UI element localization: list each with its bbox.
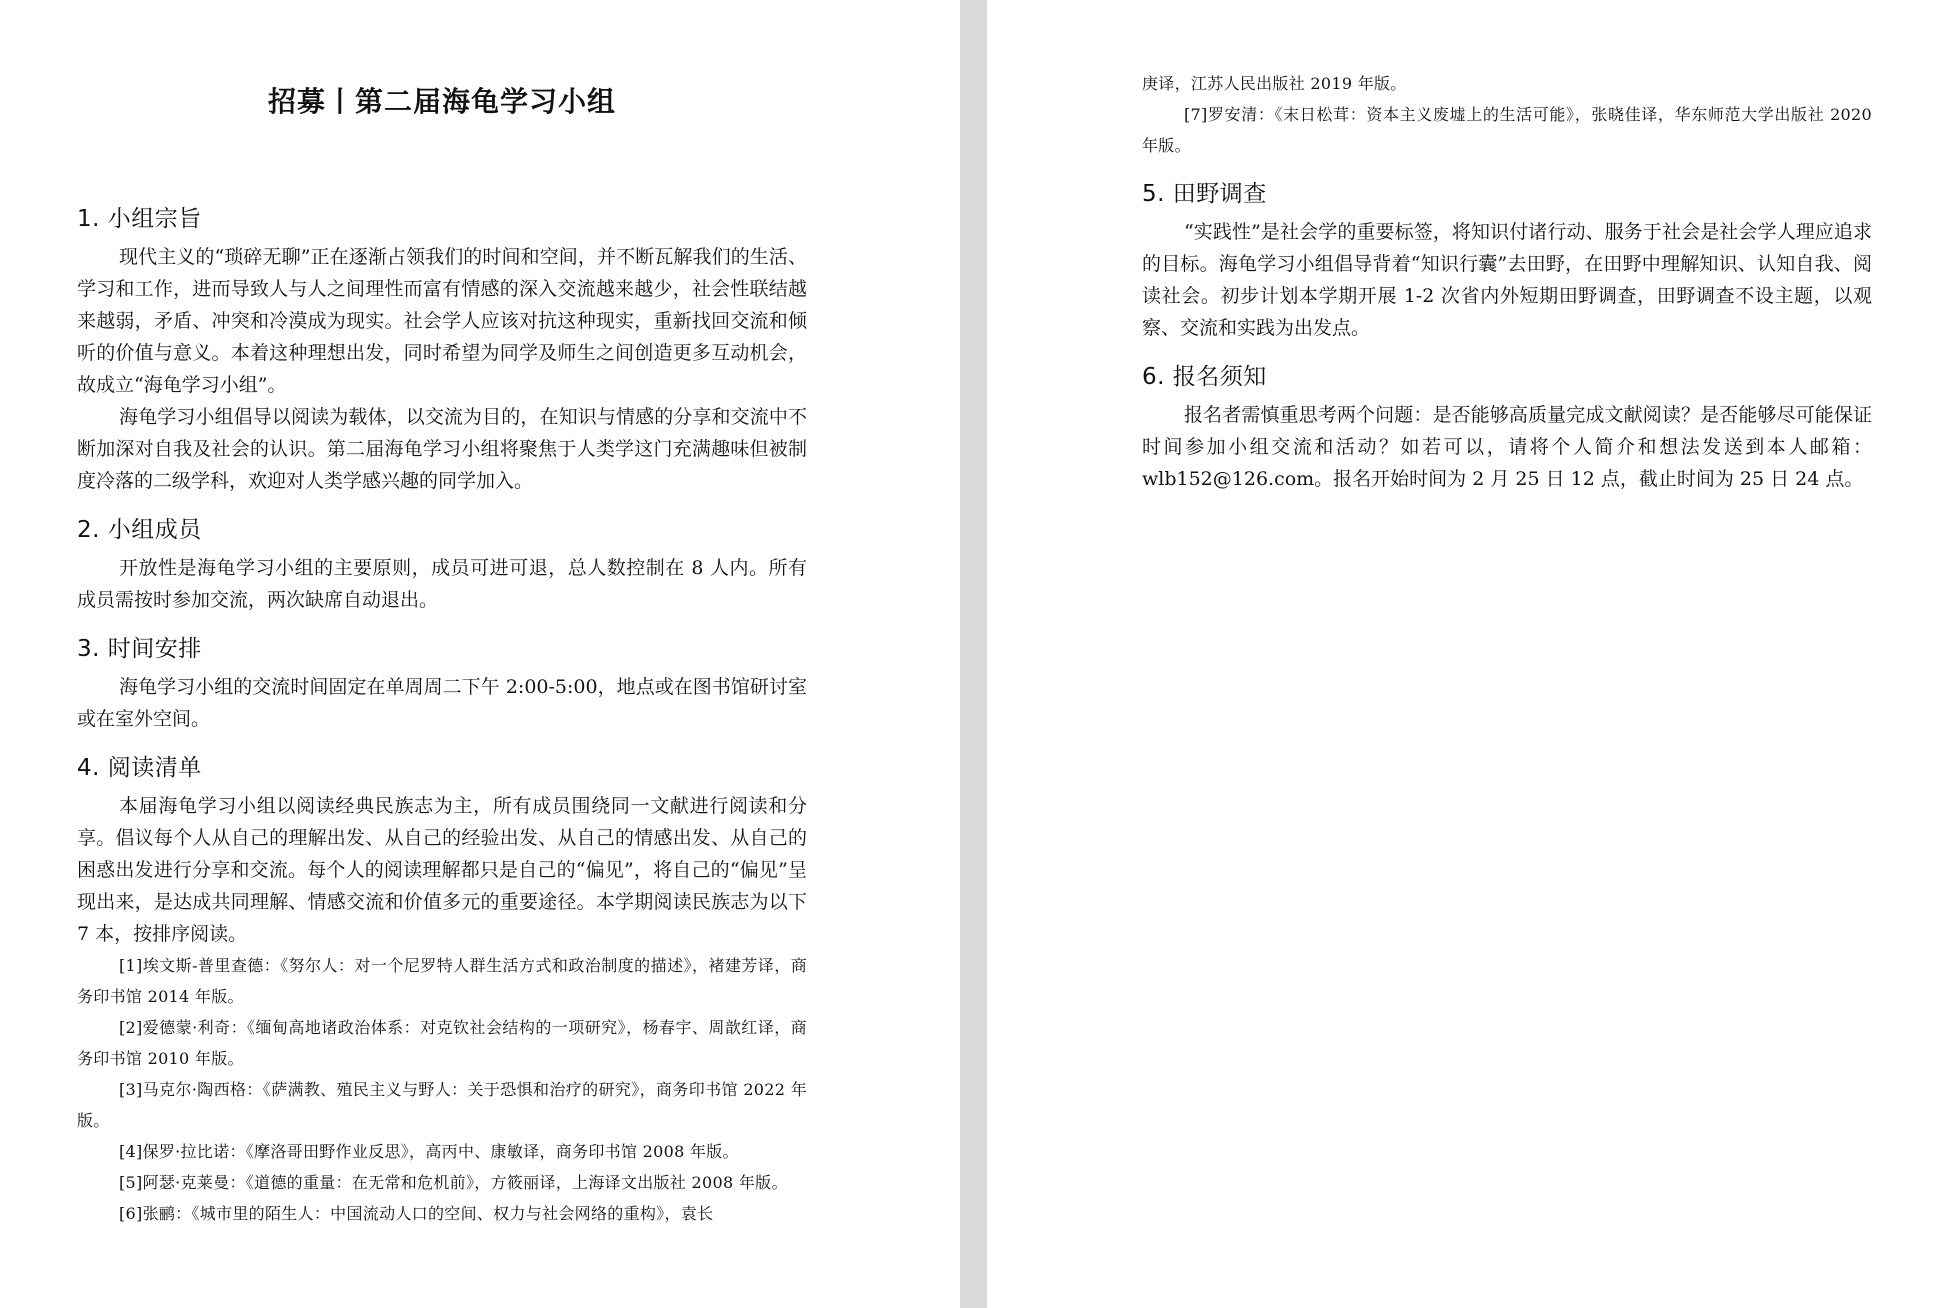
section-fieldwork [1142, 175, 1872, 344]
reference-item-continued: 庚译，江苏人民出版社 2019 年版。 [1142, 74, 1407, 93]
section-heading-fieldwork: 5. 田野调查 [1142, 181, 1267, 207]
paragraph: 现代主义的“琐碎无聊”正在逐渐占领我们的时间和空间，并不断瓦解我们的生活、学习和工作，进而导致人与人之间理性而富有情感的深入交流越来越少，社会性联结越来越弱，矛盾、冲突和冷漠成为现实。社会学人应该对抗这种现实，重新找回交流和倾听的价值与意义。本着这种理想出发，同时希望为同学及师生之间创造更多互动机会，故成立“海龟学习小组”。 [77, 246, 807, 396]
section-heading-members: 2. 小组成员 [77, 517, 202, 543]
section-heading-reading-list: 4. 阅读清单 [77, 755, 202, 781]
section-heading-schedule: 3. 时间安排 [77, 636, 202, 662]
document-page-1 [0, 0, 960, 1308]
reference-item: [3]马克尔·陶西格：《萨满教、殖民主义与野人：关于恐惧和治疗的研究》，商务印书馆 2022 年版。 [77, 1080, 807, 1130]
reading-list-continued [1142, 68, 1872, 161]
paragraph: 报名者需慎重思考两个问题：是否能够高质量完成文献阅读？是否能够尽可能保证时间参加小组交流和活动？如若可以，请将个人简介和想法发送到本人邮箱：wlb152@126.com。报名开始时间为 2 月 25 日 12 点，截止时间为 25 日 24 点。 [1142, 404, 1872, 490]
section-heading-purpose: 1. 小组宗旨 [77, 206, 202, 232]
reference-item: [2]爱德蒙·利奇：《缅甸高地诸政治体系：对克钦社会结构的一项研究》，杨春宇、周歆红译，商务印书馆 2010 年版。 [77, 1018, 807, 1068]
document-title: 招募丨第二届海龟学习小组 [267, 85, 616, 118]
paragraph: 海龟学习小组倡导以阅读为载体，以交流为目的，在知识与情感的分享和交流中不断加深对自我及社会的认识。第二届海龟学习小组将聚焦于人类学这门充满趣味但被制度冷落的二级学科，欢迎对人类学感兴趣的同学加入。 [77, 406, 807, 492]
reference-item: [7]罗安清：《末日松茸：资本主义废墟上的生活可能》，张晓佳译，华东师范大学出版社 2020 年版。 [1142, 105, 1872, 155]
reference-item: [4]保罗·拉比诺：《摩洛哥田野作业反思》，高丙中、康敏译，商务印书馆 2008 年版。 [119, 1142, 739, 1161]
section-purpose [77, 200, 807, 497]
reference-item: [6]张鹂：《城市里的陌生人：中国流动人口的空间、权力与社会网络的重构》，袁长 [119, 1204, 714, 1223]
section-schedule [77, 630, 807, 735]
section-heading-registration: 6. 报名须知 [1142, 364, 1267, 390]
section-reading-list [77, 749, 807, 1229]
section-members [77, 511, 807, 616]
paragraph: 海龟学习小组的交流时间固定在单周周二下午 2:00-5:00，地点或在图书馆研讨室或在室外空间。 [77, 676, 807, 730]
paragraph: 本届海龟学习小组以阅读经典民族志为主，所有成员围绕同一文献进行阅读和分享。倡议每个人从自己的理解出发、从自己的经验出发、从自己的情感出发、从自己的困惑出发进行分享和交流。每个人的阅读理解都只是自己的“偏见”，将自己的“偏见”呈现出来，是达成共同理解、情感交流和价值多元的重要途径。本学期阅读民族志为以下 7 本，按排序阅读。 [77, 795, 807, 945]
reference-item: [1]埃文斯-普里查德：《努尔人：对一个尼罗特人群生活方式和政治制度的描述》，褚建芳译，商务印书馆 2014 年版。 [77, 956, 807, 1006]
document-page-2 [987, 0, 1942, 1308]
paragraph: 开放性是海龟学习小组的主要原则，成员可进可退，总人数控制在 8 人内。所有成员需按时参加交流，两次缺席自动退出。 [77, 557, 807, 611]
section-registration [1142, 358, 1872, 495]
paragraph: “实践性”是社会学的重要标签，将知识付诸行动、服务于社会是社会学人理应追求的目标。海龟学习小组倡导背着“知识行囊”去田野，在田野中理解知识、认知自我、阅读社会。初步计划本学期开展 1-2 次省内外短期田野调查，田野调查不设主题，以观察、交流和实践为出发点。 [1142, 221, 1872, 339]
reference-item: [5]阿瑟·克莱曼：《道德的重量：在无常和危机前》，方筱丽译，上海译文出版社 2008 年版。 [119, 1173, 788, 1192]
